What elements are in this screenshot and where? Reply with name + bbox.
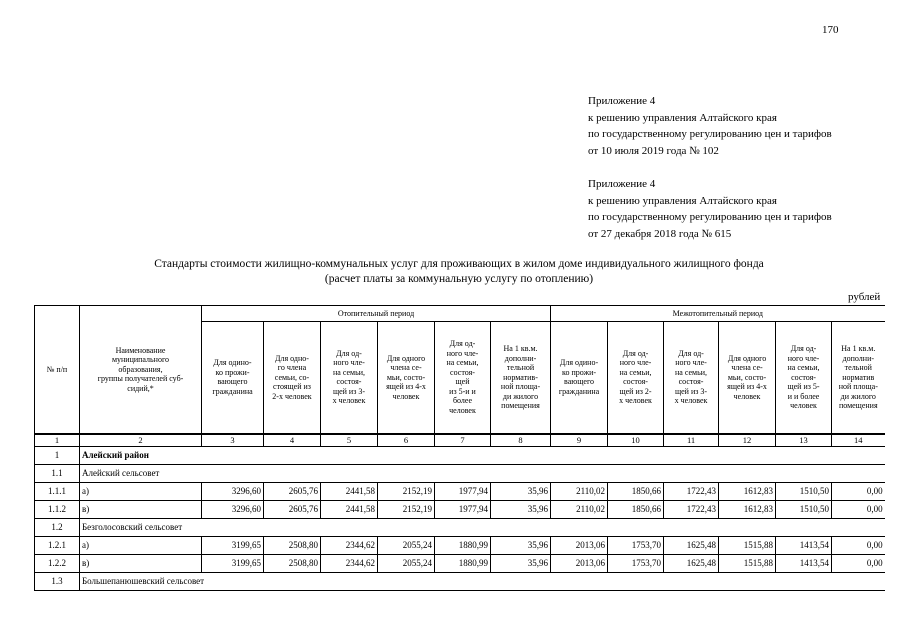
tariff-value: 35,96	[491, 500, 551, 518]
header-col-line: из 5-и и	[449, 386, 476, 396]
header-col-line: на семьи,	[675, 367, 708, 377]
document-title	[34, 257, 884, 287]
column-number: 14	[832, 434, 885, 447]
header-col-line: человек	[733, 391, 761, 401]
row-number: 1.1	[35, 464, 80, 482]
row-number: 1.2	[35, 518, 80, 536]
table-row	[35, 500, 885, 518]
header-col-line: состоя-	[450, 367, 475, 377]
row-number: 1.2.1	[35, 536, 80, 554]
header-col-line: ящей из 4-х	[386, 382, 426, 391]
council-name: Большепанюшевский сельсовет	[80, 572, 885, 590]
row-number: 1.1.2	[35, 500, 80, 518]
district-name: Алейский район	[80, 446, 885, 464]
tariff-value: 1722,43	[664, 500, 719, 518]
tariff-value: 3296,60	[202, 500, 264, 518]
header-col-line: гражданина	[558, 386, 600, 396]
tariff-value: 1413,54	[776, 536, 832, 554]
header-non-heating-col-2	[608, 322, 664, 434]
tariff-value: 3199,65	[202, 536, 264, 554]
header-col-line: тельной	[844, 363, 872, 372]
header-col-line: семьи, со-	[274, 372, 310, 382]
header-col-line: Для одино-	[213, 358, 252, 368]
header-col-line: Для од-	[449, 339, 476, 349]
header-col-line: и и более	[787, 391, 820, 401]
header-col-line: гражданина	[212, 386, 253, 396]
tariff-value: 0,00	[832, 554, 885, 572]
header-non-heating-col-5	[776, 322, 832, 434]
column-number: 12	[719, 434, 776, 447]
currency-unit: рублей	[848, 291, 881, 303]
tariff-value: 2152,19	[378, 482, 435, 500]
annex-current-block	[588, 93, 832, 159]
header-col-line: члена се-	[731, 363, 763, 372]
table-row	[35, 446, 885, 464]
row-number: 1.1.1	[35, 482, 80, 500]
header-col-line: На 1 кв.м.	[841, 344, 876, 353]
column-number: 5	[321, 434, 378, 447]
tariff-value: 1625,48	[664, 536, 719, 554]
header-col-line: ной площа-	[838, 382, 878, 391]
header-col-line: норматив-	[503, 372, 538, 382]
tariff-table	[34, 305, 885, 591]
tariff-value: 2055,24	[378, 554, 435, 572]
tariff-value: 2344,62	[321, 554, 378, 572]
tariff-value: 1625,48	[664, 554, 719, 572]
header-col-line: Для од-	[622, 348, 649, 358]
tariff-value: 35,96	[491, 482, 551, 500]
header-col-line: Для од-	[336, 348, 362, 358]
header-col-line: ного чле-	[619, 358, 652, 368]
header-name-line: образования,	[118, 364, 163, 374]
table-row	[35, 518, 885, 536]
header-col-line: человек	[392, 391, 420, 401]
annex-line: от 10 июля 2019 года № 102	[588, 144, 719, 157]
tariff-value: 2605,76	[264, 482, 321, 500]
header-name-line: сидий,*	[127, 383, 154, 393]
council-name: Безголосовский сельсовет	[80, 518, 885, 536]
column-number: 10	[608, 434, 664, 447]
tariff-value: 1850,66	[608, 500, 664, 518]
header-col-line: ди жилого	[840, 391, 876, 401]
column-number: 3	[202, 434, 264, 447]
header-heating-col-2	[264, 322, 321, 434]
tariff-value: 2344,62	[321, 536, 378, 554]
header-row-number: № п/п	[35, 306, 80, 434]
tariff-value: 2441,58	[321, 482, 378, 500]
header-col-line: помещения	[838, 401, 878, 410]
tariff-value: 2110,02	[551, 500, 608, 518]
tariff-value: 1510,50	[776, 500, 832, 518]
header-col-line: тельной	[506, 363, 535, 372]
page-number: 170	[822, 24, 839, 36]
tariff-value: 2013,06	[551, 536, 608, 554]
header-col-line: щей	[455, 377, 470, 387]
header-col-line: человек	[449, 405, 476, 415]
tariff-value: 1612,83	[719, 500, 776, 518]
header-heating-col-6	[491, 322, 551, 434]
header-col-line: Для одино-	[559, 358, 599, 368]
column-number: 2	[80, 434, 202, 447]
tariff-value: 2441,58	[321, 500, 378, 518]
header-col-line: го члена	[277, 363, 307, 372]
column-number: 1	[35, 434, 80, 447]
tariff-value: 1850,66	[608, 482, 664, 500]
header-col-line: щей из 5-	[787, 382, 820, 391]
header-col-line: на семьи,	[787, 363, 820, 372]
council-name: Алейский сельсовет	[80, 464, 885, 482]
group-label: а)	[80, 482, 202, 500]
header-col-line: ного чле-	[675, 358, 707, 368]
header-non-heating-col-1	[551, 322, 608, 434]
header-name-line: группы получателей суб-	[97, 374, 184, 383]
header-col-line: щей из 3-	[674, 386, 708, 396]
header-non-heating-period: Межотопительный период	[551, 306, 885, 322]
header-col-line: состоя-	[623, 377, 648, 387]
header-col-line: члена се-	[390, 363, 422, 372]
tariff-value: 2508,80	[264, 536, 321, 554]
header-col-line: помещения	[501, 401, 540, 410]
header-col-line: ко прожи-	[562, 367, 597, 377]
column-number: 7	[435, 434, 491, 447]
annex-line: по государственному регулированию цен и тарифов	[588, 128, 832, 140]
table-row	[35, 464, 885, 482]
header-heating-col-3	[321, 322, 378, 434]
header-col-line: щей из 3-	[332, 386, 366, 396]
column-number: 6	[378, 434, 435, 447]
header-heating-col-5	[435, 322, 491, 434]
tariff-value: 1515,88	[719, 536, 776, 554]
header-col-line: ного чле-	[446, 348, 479, 358]
header-col-line: На 1 кв.м.	[503, 344, 538, 353]
annex-line: Приложение 4	[588, 95, 656, 107]
tariff-value: 2605,76	[264, 500, 321, 518]
header-col-line: 2-х человек	[272, 391, 312, 401]
tariff-value: 1753,70	[608, 554, 664, 572]
tariff-value: 0,00	[832, 500, 885, 518]
header-col-line: Для одно-	[275, 353, 309, 363]
tariff-value: 2055,24	[378, 536, 435, 554]
header-col-line: Для одного	[386, 353, 426, 363]
header-name-line: Наименование	[115, 345, 166, 355]
header-col-line: норматив	[842, 372, 875, 382]
header-non-heating-col-6	[832, 322, 885, 434]
column-number: 4	[264, 434, 321, 447]
column-number: 8	[491, 434, 551, 447]
header-heating-period: Отопительный период	[202, 306, 551, 322]
group-label: в)	[80, 554, 202, 572]
header-col-line: состоя-	[791, 372, 816, 382]
header-col-line: щей из 2-	[619, 386, 652, 396]
header-col-line: Для од-	[790, 344, 817, 353]
tariff-value: 1722,43	[664, 482, 719, 500]
header-col-line: ящей из 4-х	[727, 382, 767, 391]
tariff-value: 1977,94	[435, 500, 491, 518]
table-row	[35, 536, 885, 554]
header-col-line: ди жилого	[502, 391, 539, 401]
header-col-line: на семьи,	[446, 358, 479, 368]
header-col-line: вающего	[564, 377, 595, 387]
tariff-value: 1413,54	[776, 554, 832, 572]
header-col-line: вающего	[217, 377, 248, 387]
annex-line: по государственному регулированию цен и тарифов	[588, 211, 832, 223]
table-row	[35, 482, 885, 500]
tariff-value: 0,00	[832, 536, 885, 554]
tariff-value: 1753,70	[608, 536, 664, 554]
header-col-line: ного чле-	[787, 353, 820, 363]
header-col-line: х человек	[619, 396, 652, 406]
tariff-value: 1510,50	[776, 482, 832, 500]
header-col-line: ной площа-	[500, 382, 541, 391]
annex-line: к решению управления Алтайского края	[588, 111, 777, 124]
tariff-value: 3199,65	[202, 554, 264, 572]
header-col-line: мьи, состо-	[386, 372, 426, 382]
tariff-value: 35,96	[491, 536, 551, 554]
tariff-value: 0,00	[832, 482, 885, 500]
header-col-line: состоя-	[678, 377, 704, 387]
tariff-value: 35,96	[491, 554, 551, 572]
group-label: а)	[80, 536, 202, 554]
header-non-heating-col-3	[664, 322, 719, 434]
tariff-value: 3296,60	[202, 482, 264, 500]
column-number: 11	[664, 434, 719, 447]
header-col-line: х человек	[674, 396, 708, 406]
tariff-value: 1977,94	[435, 482, 491, 500]
header-col-line: более	[452, 396, 473, 406]
header-col-line: на семьи,	[332, 367, 366, 377]
header-col-line: ко прожи-	[215, 367, 250, 377]
table-row	[35, 572, 885, 590]
tariff-value: 2152,19	[378, 500, 435, 518]
row-number: 1.3	[35, 572, 80, 590]
tariff-value: 2508,80	[264, 554, 321, 572]
tariff-value: 2013,06	[551, 554, 608, 572]
tariff-value: 1880,99	[435, 554, 491, 572]
title-line: Стандарты стоимости жилищно-коммунальных услуг для проживающих в жилом доме индивидуального жилищного фонда	[154, 258, 764, 270]
group-label: в)	[80, 500, 202, 518]
tariff-value: 1612,83	[719, 482, 776, 500]
header-col-line: Для од-	[678, 348, 704, 358]
header-col-line: х человек	[332, 396, 366, 406]
header-col-line: дополни-	[842, 353, 875, 363]
header-heating-col-1	[202, 322, 264, 434]
header-col-line: стоящей из	[273, 382, 311, 391]
annex-line: Приложение 4	[588, 178, 656, 190]
header-heating-col-4	[378, 322, 435, 434]
header-name-line: муниципального	[111, 355, 170, 364]
header-col-line: человек	[790, 401, 817, 410]
header-col-line: мьи, состо-	[727, 372, 767, 382]
row-number: 1	[35, 446, 80, 464]
subtitle-line: (расчет платы за коммунальную услугу по отоплению)	[324, 273, 594, 285]
tariff-value: 1515,88	[719, 554, 776, 572]
annex-previous-block	[588, 176, 832, 242]
header-non-heating-col-4	[719, 322, 776, 434]
tariff-value: 2110,02	[551, 482, 608, 500]
header-col-line: на семьи,	[619, 367, 652, 377]
annex-line: от 27 декабря 2018 года № 615	[588, 227, 732, 240]
row-number: 1.2.2	[35, 554, 80, 572]
column-number: 13	[776, 434, 832, 447]
header-col-line: ного чле-	[333, 358, 365, 368]
table-row	[35, 554, 885, 572]
column-number: 9	[551, 434, 608, 447]
header-name	[80, 306, 202, 434]
header-col-line: Для одного	[727, 353, 767, 363]
tariff-value: 1880,99	[435, 536, 491, 554]
annex-line: к решению управления Алтайского края	[588, 194, 777, 207]
header-col-line: дополни-	[504, 353, 537, 363]
header-col-line: состоя-	[336, 377, 362, 387]
